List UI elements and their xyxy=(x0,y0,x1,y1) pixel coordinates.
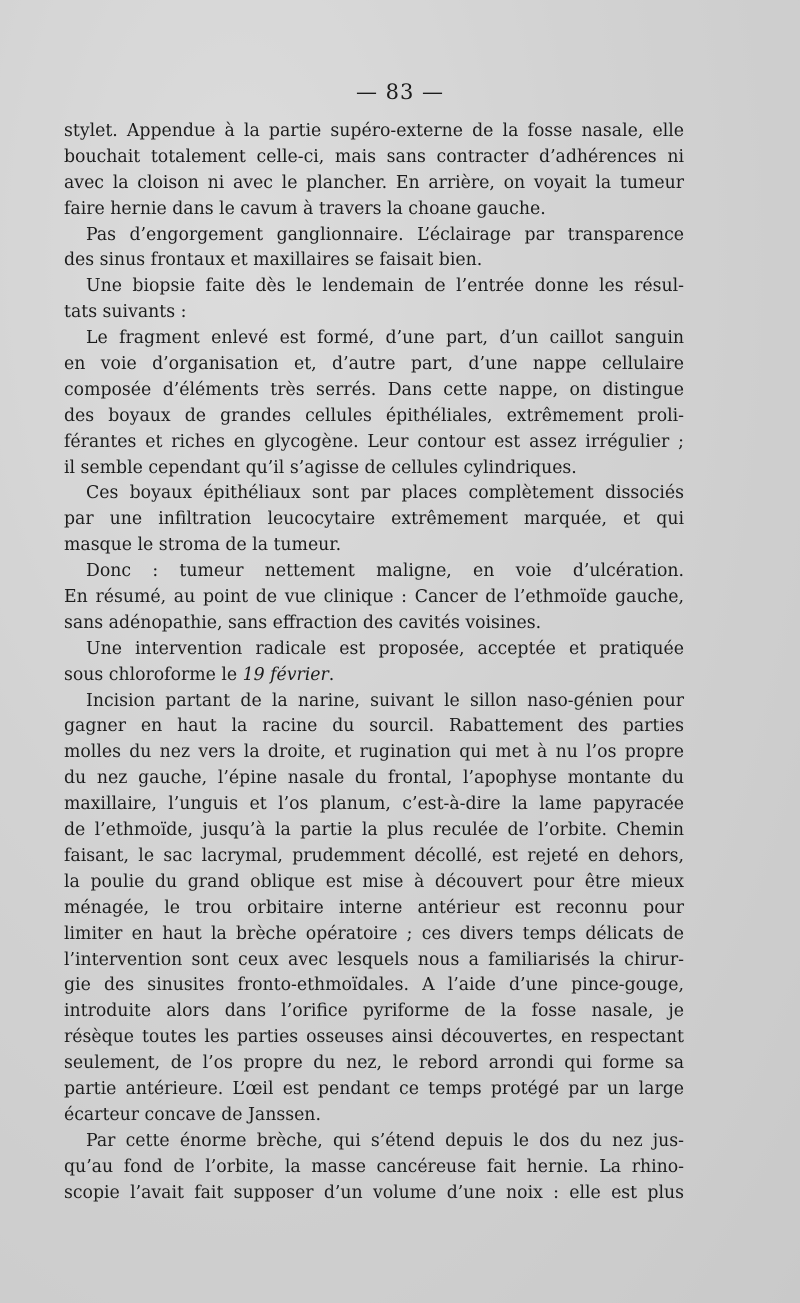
text-line xyxy=(64,171,684,197)
text-line xyxy=(64,1181,684,1207)
text-line-content: de l’ethmoïde, jusqu’à la partie la plus reculée de l’orbite. Chemin xyxy=(64,820,684,841)
text-line-content: en voie d’organisation et, d’autre part, d’une nappe cellulaire xyxy=(64,354,684,375)
text-line xyxy=(64,223,684,249)
text-line xyxy=(64,870,684,896)
text-line xyxy=(64,714,684,740)
text-line xyxy=(64,999,684,1025)
text-line xyxy=(64,507,684,533)
text-line-content: sous chloroforme le xyxy=(64,664,243,685)
text-line xyxy=(64,119,684,145)
text-line-content: écarteur concave de Janssen. xyxy=(64,1104,321,1125)
text-line-suffix: . xyxy=(328,664,335,685)
text-line xyxy=(64,1025,684,1051)
text-line xyxy=(64,844,684,870)
text-line-content: faire hernie dans le cavum à travers la choane gauche. xyxy=(64,198,546,219)
text-line xyxy=(64,663,684,689)
text-line xyxy=(64,274,684,300)
text-line-content: des sinus frontaux et maxillaires se faisait bien. xyxy=(64,250,483,271)
text-line xyxy=(64,611,684,637)
text-line xyxy=(64,766,684,792)
text-line xyxy=(64,326,684,352)
text-line-content: partie antérieure. L’œil est pendant ce temps protégé par un large xyxy=(64,1078,684,1099)
text-line-content: avec la cloison ni avec le plancher. En arrière, on voyait la tumeur xyxy=(64,172,684,193)
text-line xyxy=(64,145,684,171)
text-line-content: Une biopsie faite dès le lendemain de l’entrée donne les résul- xyxy=(86,276,684,297)
text-line-content: masque le stroma de la tumeur. xyxy=(64,535,342,556)
text-line-content: composée d’éléments très serrés. Dans cette nappe, on distingue xyxy=(64,379,684,400)
text-line xyxy=(64,1129,684,1155)
text-line xyxy=(64,948,684,974)
text-line-content: maxillaire, l’unguis et l’os planum, c’est-à-dire la lame papyracée xyxy=(64,794,684,815)
text-line xyxy=(64,689,684,715)
body-text xyxy=(64,119,684,1206)
text-line-content: sans adénopathie, sans effraction des cavités voisines. xyxy=(64,612,542,633)
text-line xyxy=(64,896,684,922)
text-line xyxy=(64,1051,684,1077)
text-line xyxy=(64,559,684,585)
text-line-content: Une intervention radicale est proposée, acceptée et pratiquée xyxy=(86,638,684,659)
text-line xyxy=(64,378,684,404)
text-line-content: tats suivants : xyxy=(64,302,187,323)
text-line xyxy=(64,481,684,507)
text-line-content: l’intervention sont ceux avec lesquels nous a familiarisés la chirur- xyxy=(64,949,684,970)
text-line xyxy=(64,818,684,844)
text-line xyxy=(64,922,684,948)
text-line-content: Donc : tumeur nettement maligne, en voie d’ulcération. xyxy=(86,561,684,582)
text-line-content: stylet. Appendue à la partie supéro-externe de la fosse nasale, elle xyxy=(64,121,684,141)
text-line xyxy=(64,248,684,274)
text-line-content: scopie l’avait fait supposer d’un volume d’une noix : elle est plus xyxy=(64,1182,684,1203)
text-line-content: seulement, de l’os propre du nez, le rebord arrondi qui forme sa xyxy=(64,1053,684,1074)
date-italic: 19 février xyxy=(242,664,329,685)
text-line xyxy=(64,533,684,559)
text-line xyxy=(64,740,684,766)
page-number: — 83 — xyxy=(355,80,445,104)
text-line xyxy=(64,456,684,482)
text-line-content: qu’au fond de l’orbite, la masse cancéreuse fait hernie. La rhino- xyxy=(64,1156,684,1177)
text-line-content: férantes et riches en glycogène. Leur contour est assez irrégulier ; xyxy=(64,431,684,452)
text-line-content: par une infiltration leucocytaire extrêmement marquée, et qui xyxy=(64,509,684,530)
text-line-content: molles du nez vers la droite, et rugination qui met à nu l’os propre xyxy=(64,742,684,763)
text-line-content: Incision partant de la narine, suivant le sillon naso-génien pour xyxy=(86,690,684,711)
text-line-content: gagner en haut la racine du sourcil. Rabattement des parties xyxy=(64,716,684,737)
text-line-content: gie des sinusites fronto-ethmoïdales. A l’aide d’une pince-gouge, xyxy=(64,975,684,996)
text-line xyxy=(64,973,684,999)
text-line-content: introduite alors dans l’orifice pyriforme de la fosse nasale, je xyxy=(64,1001,684,1022)
text-line xyxy=(64,637,684,663)
text-line xyxy=(64,430,684,456)
text-line-content: ménagée, le trou orbitaire interne antérieur est reconnu pour xyxy=(64,897,684,918)
text-line-content: faisant, le sac lacrymal, prudemment décollé, est rejeté en dehors, xyxy=(64,845,684,866)
text-line xyxy=(64,352,684,378)
text-line-content: Ces boyaux épithéliaux sont par places complètement dissociés xyxy=(86,483,684,504)
text-line-content: la poulie du grand oblique est mise à découvert pour être mieux xyxy=(64,871,684,892)
text-line xyxy=(64,792,684,818)
text-line-content: Le fragment enlevé est formé, d’une part, d’un caillot sanguin xyxy=(86,328,684,349)
text-line xyxy=(64,300,684,326)
text-line xyxy=(64,404,684,430)
text-line-content: résèque toutes les parties osseuses ainsi découvertes, en respectant xyxy=(64,1027,684,1048)
text-line xyxy=(64,197,684,223)
text-line-content: Pas d’engorgement ganglionnaire. L’éclairage par transparence xyxy=(86,224,684,245)
text-line-content: du nez gauche, l’épine nasale du frontal, l’apophyse montante du xyxy=(64,768,684,789)
text-line xyxy=(64,1077,684,1103)
text-line xyxy=(64,1155,684,1181)
text-line-content: bouchait totalement celle-ci, mais sans contracter d’adhérences ni xyxy=(64,146,684,167)
text-line-content: En résumé, au point de vue clinique : Cancer de l’ethmoïde gauche, xyxy=(64,587,684,608)
text-line xyxy=(64,1103,684,1129)
text-line-content: limiter en haut la brèche opératoire ; ces divers temps délicats de xyxy=(64,923,684,944)
text-line-content: Par cette énorme brèche, qui s’étend depuis le dos du nez jus- xyxy=(86,1130,684,1151)
text-line-content: des boyaux de grandes cellules épithéliales, extrêmement proli- xyxy=(64,405,684,426)
text-line-content: il semble cependant qu’il s’agisse de cellules cylindriques. xyxy=(64,457,577,478)
text-line xyxy=(64,585,684,611)
